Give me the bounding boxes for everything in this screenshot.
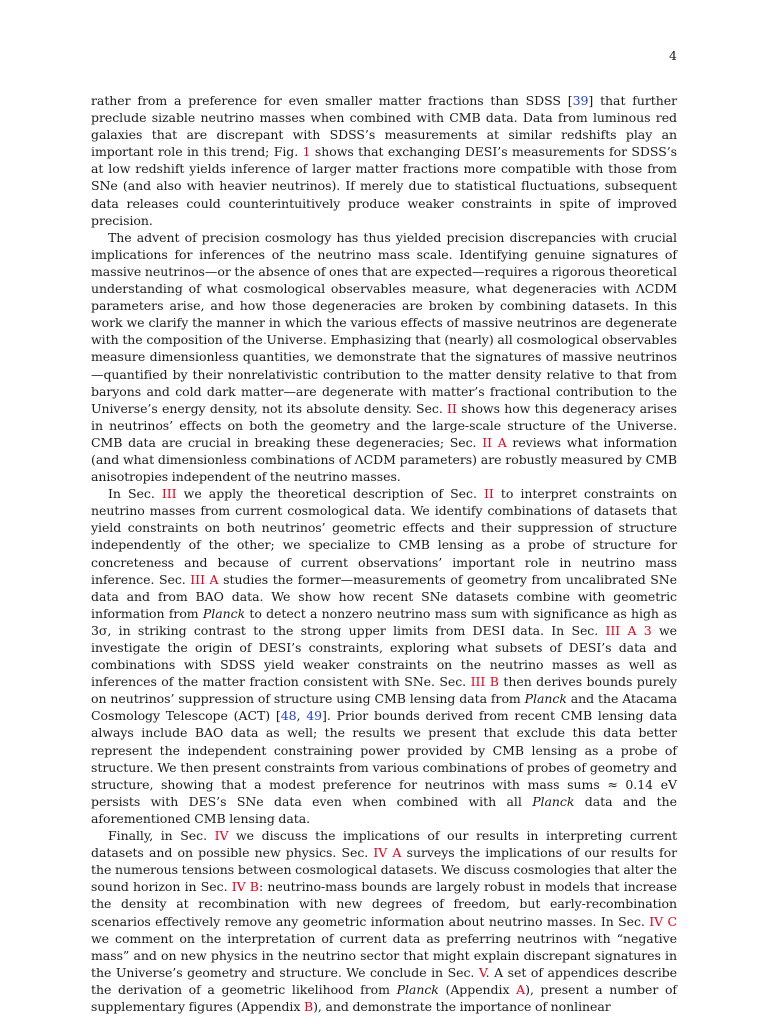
cross-reference-link[interactable]: III A [190, 571, 219, 587]
text-run: we comment on the interpretation of current data as preferring neutrinos with “negative mass” and on new physics in the neutrino sector that might explain discrepant signatures in the Universe’s geometry and structure. We conclude in Sec. [91, 930, 677, 980]
text-run: we investigate the origin of DESI’s constraints, exploring what subsets of DESI’s data and combinations with SDSS yield weaker constraints on the neutrino masses as well as inferences of the matter fraction consistent with SNe. Sec. [91, 622, 677, 690]
cross-reference-link[interactable]: IV B [231, 879, 259, 895]
text-run: surveys the implications of our results for the numerous tensions between cosmological datasets. We discuss cosmologies that alter the sound horizon in Sec. [91, 845, 678, 895]
paragraph [91, 485, 677, 827]
emphasis-text: Planck [532, 793, 575, 809]
text-run: The advent of precision cosmology has thus yielded precision discrepancies with crucial implications for inferences of the neutrino mass scale. Identifying genuine signatures of massive neutrinos—or the absence of ones that are expected—requires a rigorous theoretical understanding of what cosmological observables measure, what degeneracies with ΛCDM parameters arise, and how those degeneracies are broken by combining datasets. In this work we clarify the manner in which the various effects of massive neutrinos are degenerate with the composition of the Universe. Emphasizing that (nearly) all cosmological observables measure dimensionless quantities, we demonstrate that the signatures of massive neutrinos—quantified by their nonrelativistic contribution to the matter density relative to that from baryons and cold dark matter—are degenerate with matter’s fractional contribution to the Universe’s energy density, not its absolute density. Sec. [91, 229, 677, 416]
text-run: and the Atacama Cosmology Telescope (ACT) [ [91, 691, 677, 724]
citation-link[interactable]: 48 [280, 708, 297, 724]
emphasis-text: Planck [524, 691, 567, 707]
cross-reference-link[interactable]: II [484, 486, 494, 502]
cross-reference-link[interactable]: IV A [373, 845, 402, 861]
cross-reference-link[interactable]: II [447, 400, 457, 416]
body-text [91, 92, 677, 1015]
text-run: Finally, in Sec. [108, 828, 215, 844]
cross-reference-link[interactable]: III A 3 [605, 622, 652, 638]
cross-reference-link[interactable]: 1 [302, 144, 311, 160]
text-run: to detect a nonzero neutrino mass sum with significance as high as 3σ, in striking contrast to the strong upper limits from DESI data. In Sec. [91, 605, 677, 638]
text-run: shows that exchanging DESI’s measurements for SDSS’s at low redshift yields inference of larger matter fractions more compatible with those from SNe (and also with heavier neutrinos). If merely due to statistical fluctuations, subsequent data releases could counterintuitively produce weaker constraints in spite of improved precision. [91, 144, 677, 228]
text-run: shows how this degeneracy arises in neutrinos’ effects on both the geometry and the large-scale structure of the Universe. CMB data are crucial in breaking these degeneracies; Sec. [91, 400, 677, 450]
text-run: (Appendix [438, 981, 517, 997]
text-run: ] that further preclude sizable neutrino masses when combined with CMB data. Data from luminous red galaxies that are discrepant with SDSS’s measurements at similar redshifts play an important role in this trend; Fig. [91, 93, 678, 160]
emphasis-text: Planck [396, 981, 439, 997]
cross-reference-link[interactable]: IV C [649, 913, 677, 929]
citation-link[interactable]: 39 [572, 93, 589, 108]
text-run: , [296, 708, 307, 724]
cross-reference-link[interactable]: B [303, 998, 314, 1014]
text-run: ), present a number of supplementary figures (Appendix [91, 981, 678, 1014]
text-run: then derives bounds purely on neutrinos’ suppression of structure using CMB lensing data from [91, 674, 677, 707]
text-run: data and the aforementioned CMB lensing data. [91, 793, 677, 826]
text-run: ]. Prior bounds derived from recent CMB lensing data always include BAO data as well; the results we present that exclude this data better represent the independent constraining power provided by CMB lensing as a probe of structure. We then present constraints from various combinations of probes of geometry and structure, showing that a modest preference for neutrinos with mass sums ≈ 0.14 eV persists with DES’s SNe data even when combined with all [91, 708, 677, 809]
text-run: In Sec. [108, 486, 162, 502]
emphasis-text: Planck [202, 605, 246, 621]
text-run: reviews what information (and what dimensionless combinations of ΛCDM parameters) are robustly measured by CMB anisotropies independent of the neutrino masses. [91, 434, 677, 485]
paragraph [91, 229, 677, 485]
citation-link[interactable]: 49 [306, 708, 323, 724]
cross-reference-link[interactable]: III B [470, 674, 499, 690]
cross-reference-link[interactable]: IV [214, 828, 229, 844]
paragraph [91, 92, 677, 229]
paragraph [91, 827, 677, 1015]
cross-reference-link[interactable]: V [478, 964, 486, 980]
text-run: we discuss the implications of our results in interpreting current datasets and on possible new physics. Sec. [91, 828, 677, 861]
text-run: we apply the theoretical description of Sec. [176, 486, 485, 502]
text-run: . A set of appendices describe the derivation of a geometric likelihood from [91, 964, 677, 997]
text-run: rather from a preference for even smaller matter fractions than SDSS [ [91, 93, 573, 108]
cross-reference-link[interactable]: II A [482, 434, 507, 450]
text-run: to interpret constraints on neutrino masses from current cosmological data. We identify combinations of datasets that yield constraints on both neutrinos’ geometric effects and their suppression of structure independently of the other; we specialize to CMB lensing as a probe of structure for concreteness and because of current observations’ important role in neutrino mass inference. Sec. [91, 486, 677, 587]
text-run: ), and demonstrate the importance of nonlinear [313, 998, 611, 1014]
text-run: studies the former—measurements of geometry from uncalibrated SNe data and from BAO data. We show how recent SNe datasets combine with geometric information from [91, 571, 677, 621]
cross-reference-link[interactable]: III [161, 486, 177, 502]
cross-reference-link[interactable]: A [516, 981, 526, 997]
page-number: 4 [669, 48, 677, 63]
text-run: : neutrino-mass bounds are largely robust in models that increase the density at recombination with new degrees of freedom, but early-recombination scenarios effectively remove any geometric information about neutrino masses. In Sec. [91, 879, 677, 929]
